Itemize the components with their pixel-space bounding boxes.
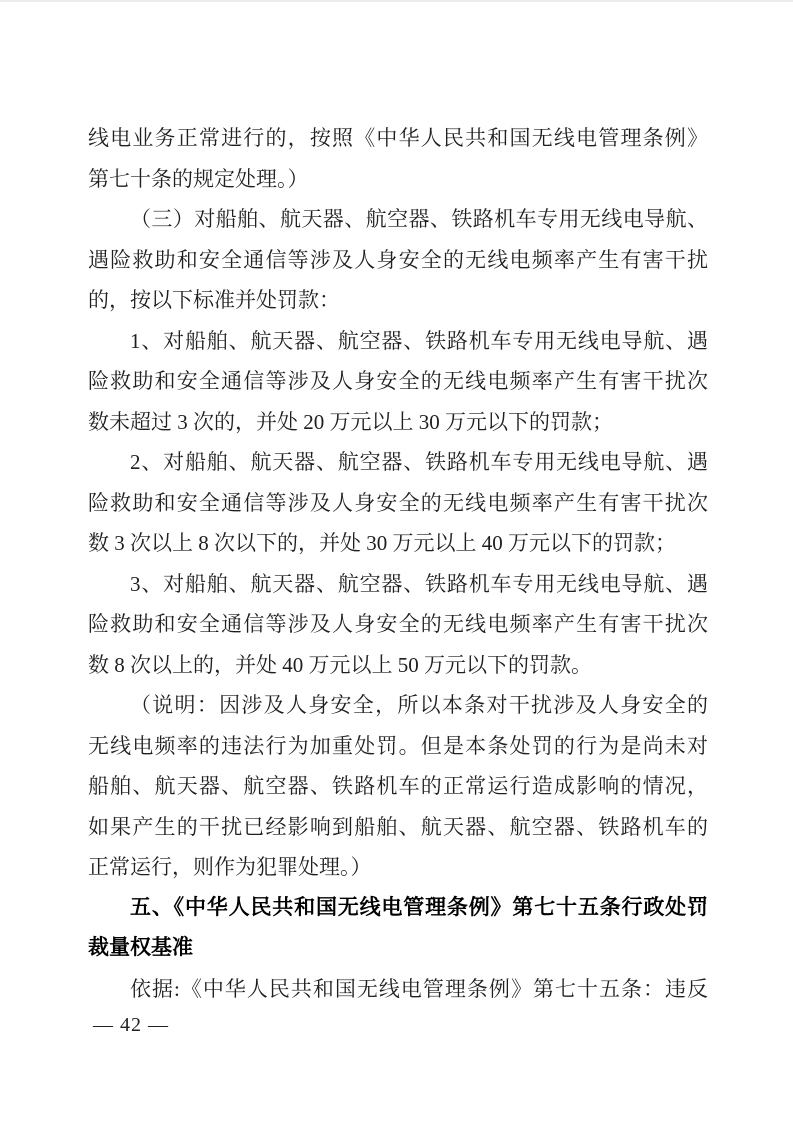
text-line: 险救助和安全通信等涉及人身安全的无线电频率产生有害干扰次 [88, 612, 708, 636]
text-line: 依据:《中华人民共和国无线电管理条例》第七十五条：违反 [130, 976, 708, 1001]
page-number: — 42 — [93, 1014, 169, 1036]
page-footer [0, 1013, 793, 1037]
section-heading-line: 五、《中华人民共和国无线电管理条例》第七十五条行政处罚 [130, 895, 708, 919]
paragraph-clause-2 [88, 442, 708, 564]
text-line: 3、对船舶、航天器、航空器、铁路机车专用无线电导航、遇 [130, 571, 708, 596]
section-heading-line: 裁量权基准 [88, 936, 193, 959]
text-line: 2、对船舶、航天器、航空器、铁路机车专用无线电导航、遇 [130, 450, 708, 474]
text-line: 第七十条的规定处理。） [88, 166, 309, 191]
text-line: 无线电频率的违法行为加重处罚。但是本条处罚的行为是尚未对 [88, 733, 708, 758]
text-line: 船舶、航天器、航空器、铁路机车的正常运行造成影响的情况， [88, 774, 708, 798]
text-line: （三）对船舶、航天器、航空器、铁路机车专用无线电导航、 [130, 207, 708, 231]
page-body-text [0, 2, 793, 1009]
text-line: 险救助和安全通信等涉及人身安全的无线电频率产生有害干扰次 [88, 369, 708, 393]
text-line: 遇险救助和安全通信等涉及人身安全的无线电频率产生有害干扰 [88, 247, 708, 272]
text-line: 数 3 次以上 8 次以下的，并处 30 万元以上 40 万元以下的罚款； [88, 531, 676, 555]
paragraph-basis [88, 969, 708, 1010]
paragraph-continuation [88, 118, 708, 199]
text-line: 线电业务正常进行的，按照《中华人民共和国无线电管理条例》 [88, 126, 708, 150]
text-line: 如果产生的干扰已经影响到船舶、航天器、航空器、铁路机车的 [88, 814, 708, 839]
text-line: 险救助和安全通信等涉及人身安全的无线电频率产生有害干扰次 [88, 490, 708, 515]
paragraph-item-three [88, 199, 708, 321]
paragraph-clause-1 [88, 321, 708, 443]
text-line: 数 8 次以上的，并处 40 万元以上 50 万元以下的罚款。 [88, 652, 592, 677]
text-line: 的，按以下标准并处罚款： [88, 288, 340, 312]
paragraph-note [88, 685, 708, 888]
text-line: 正常运行，则作为犯罪处理。） [88, 855, 372, 879]
text-line: 数未超过 3 次的，并处 20 万元以上 30 万元以下的罚款； [88, 409, 613, 434]
text-line: 1、对船舶、航天器、航空器、铁路机车专用无线电导航、遇 [130, 328, 708, 353]
text-line: （说明：因涉及人身安全，所以本条对干扰涉及人身安全的 [130, 693, 708, 717]
section-heading [88, 888, 708, 969]
paragraph-clause-3 [88, 564, 708, 686]
